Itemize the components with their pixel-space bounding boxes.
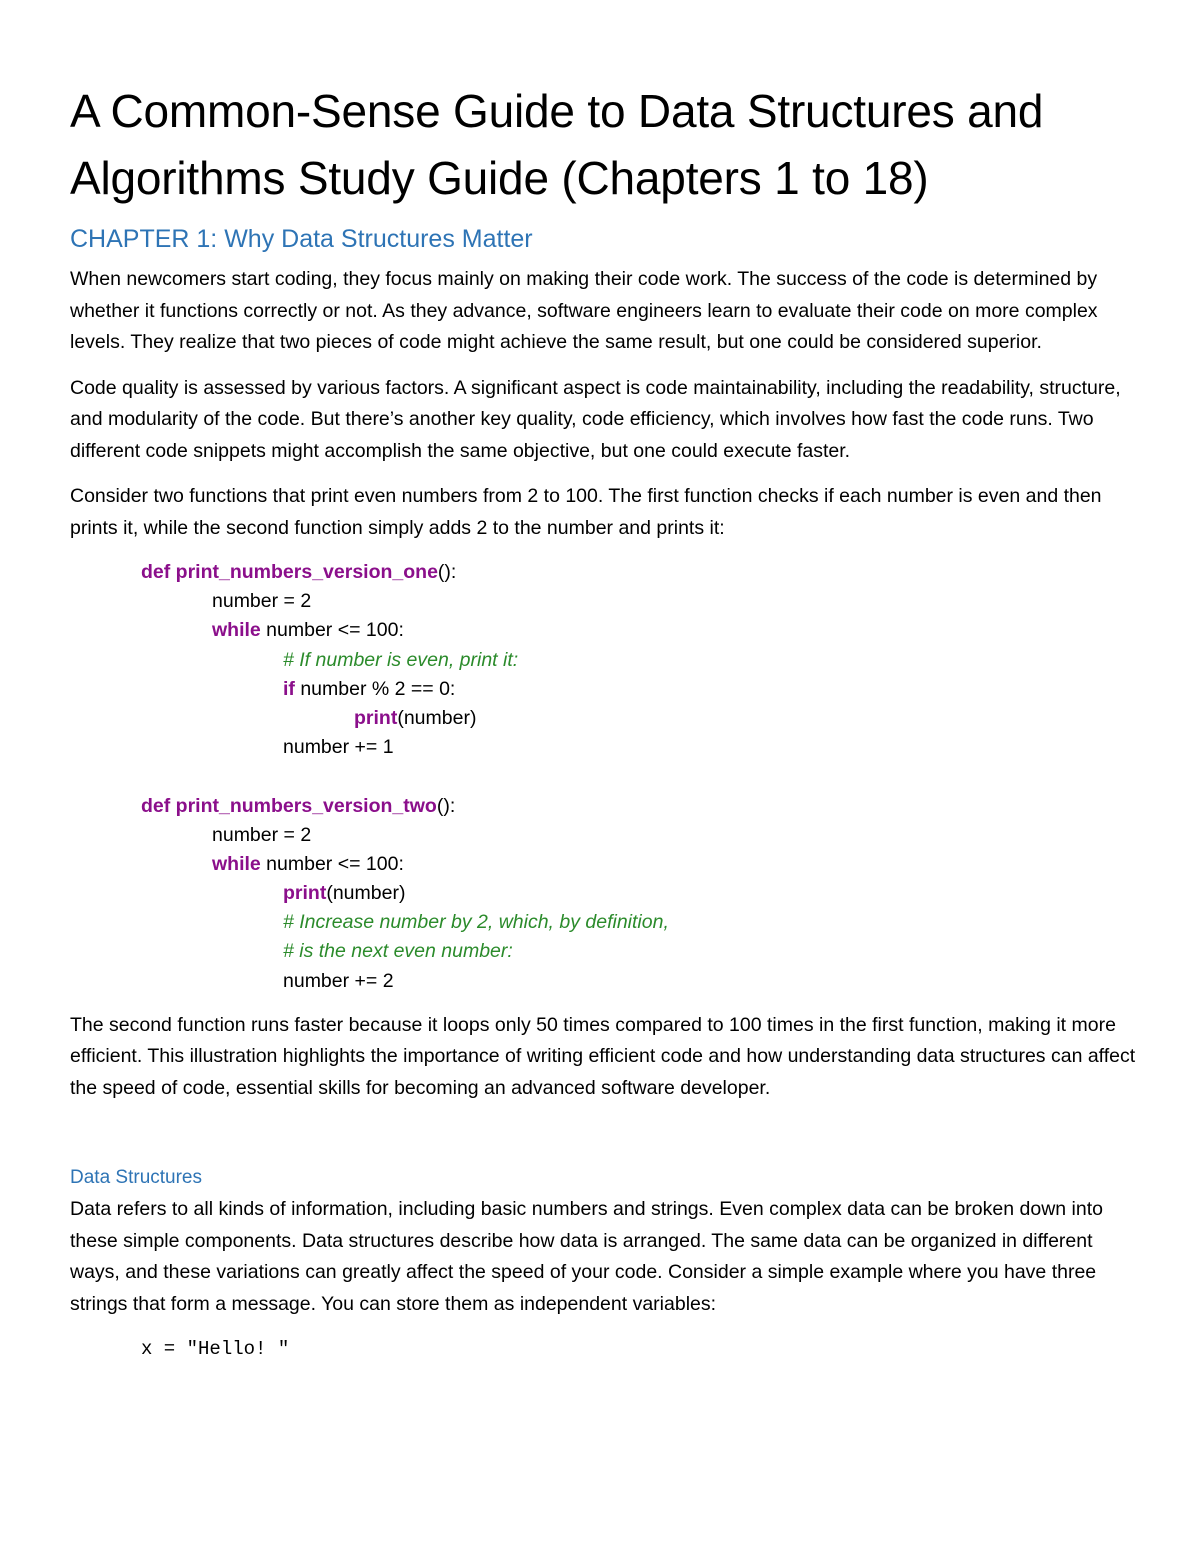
code-keyword: print — [354, 706, 398, 729]
code-line — [141, 967, 1138, 996]
code-keyword: print — [283, 882, 327, 905]
code-comment: # If number is even, print it: — [283, 648, 519, 671]
code-line — [141, 646, 1138, 675]
code-snippet: x = "Hello! " — [141, 1338, 290, 1361]
code-text: number += 2 — [283, 969, 394, 992]
code-text: number = 2 — [212, 590, 312, 613]
code-text: number += 1 — [283, 736, 394, 759]
code-text: number <= 100: — [260, 852, 404, 875]
code-text: number % 2 == 0: — [294, 677, 456, 700]
code-text: number = 2 — [212, 823, 312, 846]
code-line-def-v2 — [141, 792, 1138, 821]
code-keyword: while — [212, 619, 261, 642]
code-text: (number) — [326, 882, 406, 905]
document-title: A Common-Sense Guide to Data Structures and Algorithms Study Guide (Chapters 1 to 18) — [70, 85, 1044, 204]
code-line — [141, 879, 1138, 908]
code-line — [141, 850, 1138, 879]
code-function-name: print_numbers_version_one — [175, 561, 438, 583]
code-keyword: def — [141, 794, 171, 817]
code-function-name: print_numbers_version_two — [175, 794, 437, 817]
intro-paragraph-3: Consider two functions that print even numbers from 2 to 100. The first function checks if each number is even and then prints it, while the second function simply adds 2 to the number and prints it: — [70, 485, 1102, 539]
code-text: (): — [437, 561, 457, 583]
chapter-heading: CHAPTER 1: Why Data Structures Matter — [70, 225, 533, 253]
code-text: number <= 100: — [260, 619, 404, 642]
section-heading: Data Structures — [70, 1167, 202, 1189]
code-line — [141, 587, 1138, 616]
code-line — [141, 704, 1138, 733]
code-line — [141, 908, 1138, 937]
code-block-python — [141, 558, 1138, 996]
section-paragraph: Data refers to all kinds of information, including basic numbers and strings. Even complex data can be broken down into these simple components. Data structures describe how data is arranged. The same data can be organized in different ways, and these variations can greatly affect the speed of your code. Consider a simple example where you have three strings that form a message. You can store them as independent variables: — [70, 1198, 1103, 1315]
code-keyword: if — [283, 677, 295, 700]
code-blank-line — [141, 762, 1138, 791]
code-comment: # Increase number by 2, which, by definition, — [283, 911, 669, 934]
section-spacer — [70, 1118, 1138, 1164]
intro-paragraph-2: Code quality is assessed by various factors. A significant aspect is code maintainability, including the readability, structure, and modularity of the code. But there’s another key quality, code efficiency, which involves how fast the code runs. Two different code snippets might accomplish the same objective, but one could execute faster. — [70, 376, 1121, 462]
code-line — [141, 675, 1138, 704]
code-line-def-v1 — [141, 558, 1138, 587]
code-line — [141, 616, 1138, 645]
code-text: (number) — [397, 706, 477, 729]
paragraph-after-code: The second function runs faster because it loops only 50 times compared to 100 times in the first function, making it more efficient. This illustration highlights the importance of writing efficient code and how understanding data structures can affect the speed of code, essential skills for becoming an advanced software developer. — [70, 1013, 1136, 1099]
code-line — [141, 733, 1138, 762]
code-line — [141, 821, 1138, 850]
code-keyword: while — [212, 852, 261, 875]
intro-paragraph-1: When newcomers start coding, they focus mainly on making their code work. The success of the code is determined by whether it functions correctly or not. As they advance, software engineers learn to evaluate their code on more complex levels. They realize that two pieces of code might achieve the same result, but one could be considered superior. — [70, 268, 1098, 353]
code-keyword: def — [141, 561, 171, 583]
code-text: (): — [436, 794, 456, 817]
code-line — [141, 937, 1138, 966]
code-comment: # is the next even number: — [283, 940, 513, 963]
document-page — [70, 78, 1138, 1364]
